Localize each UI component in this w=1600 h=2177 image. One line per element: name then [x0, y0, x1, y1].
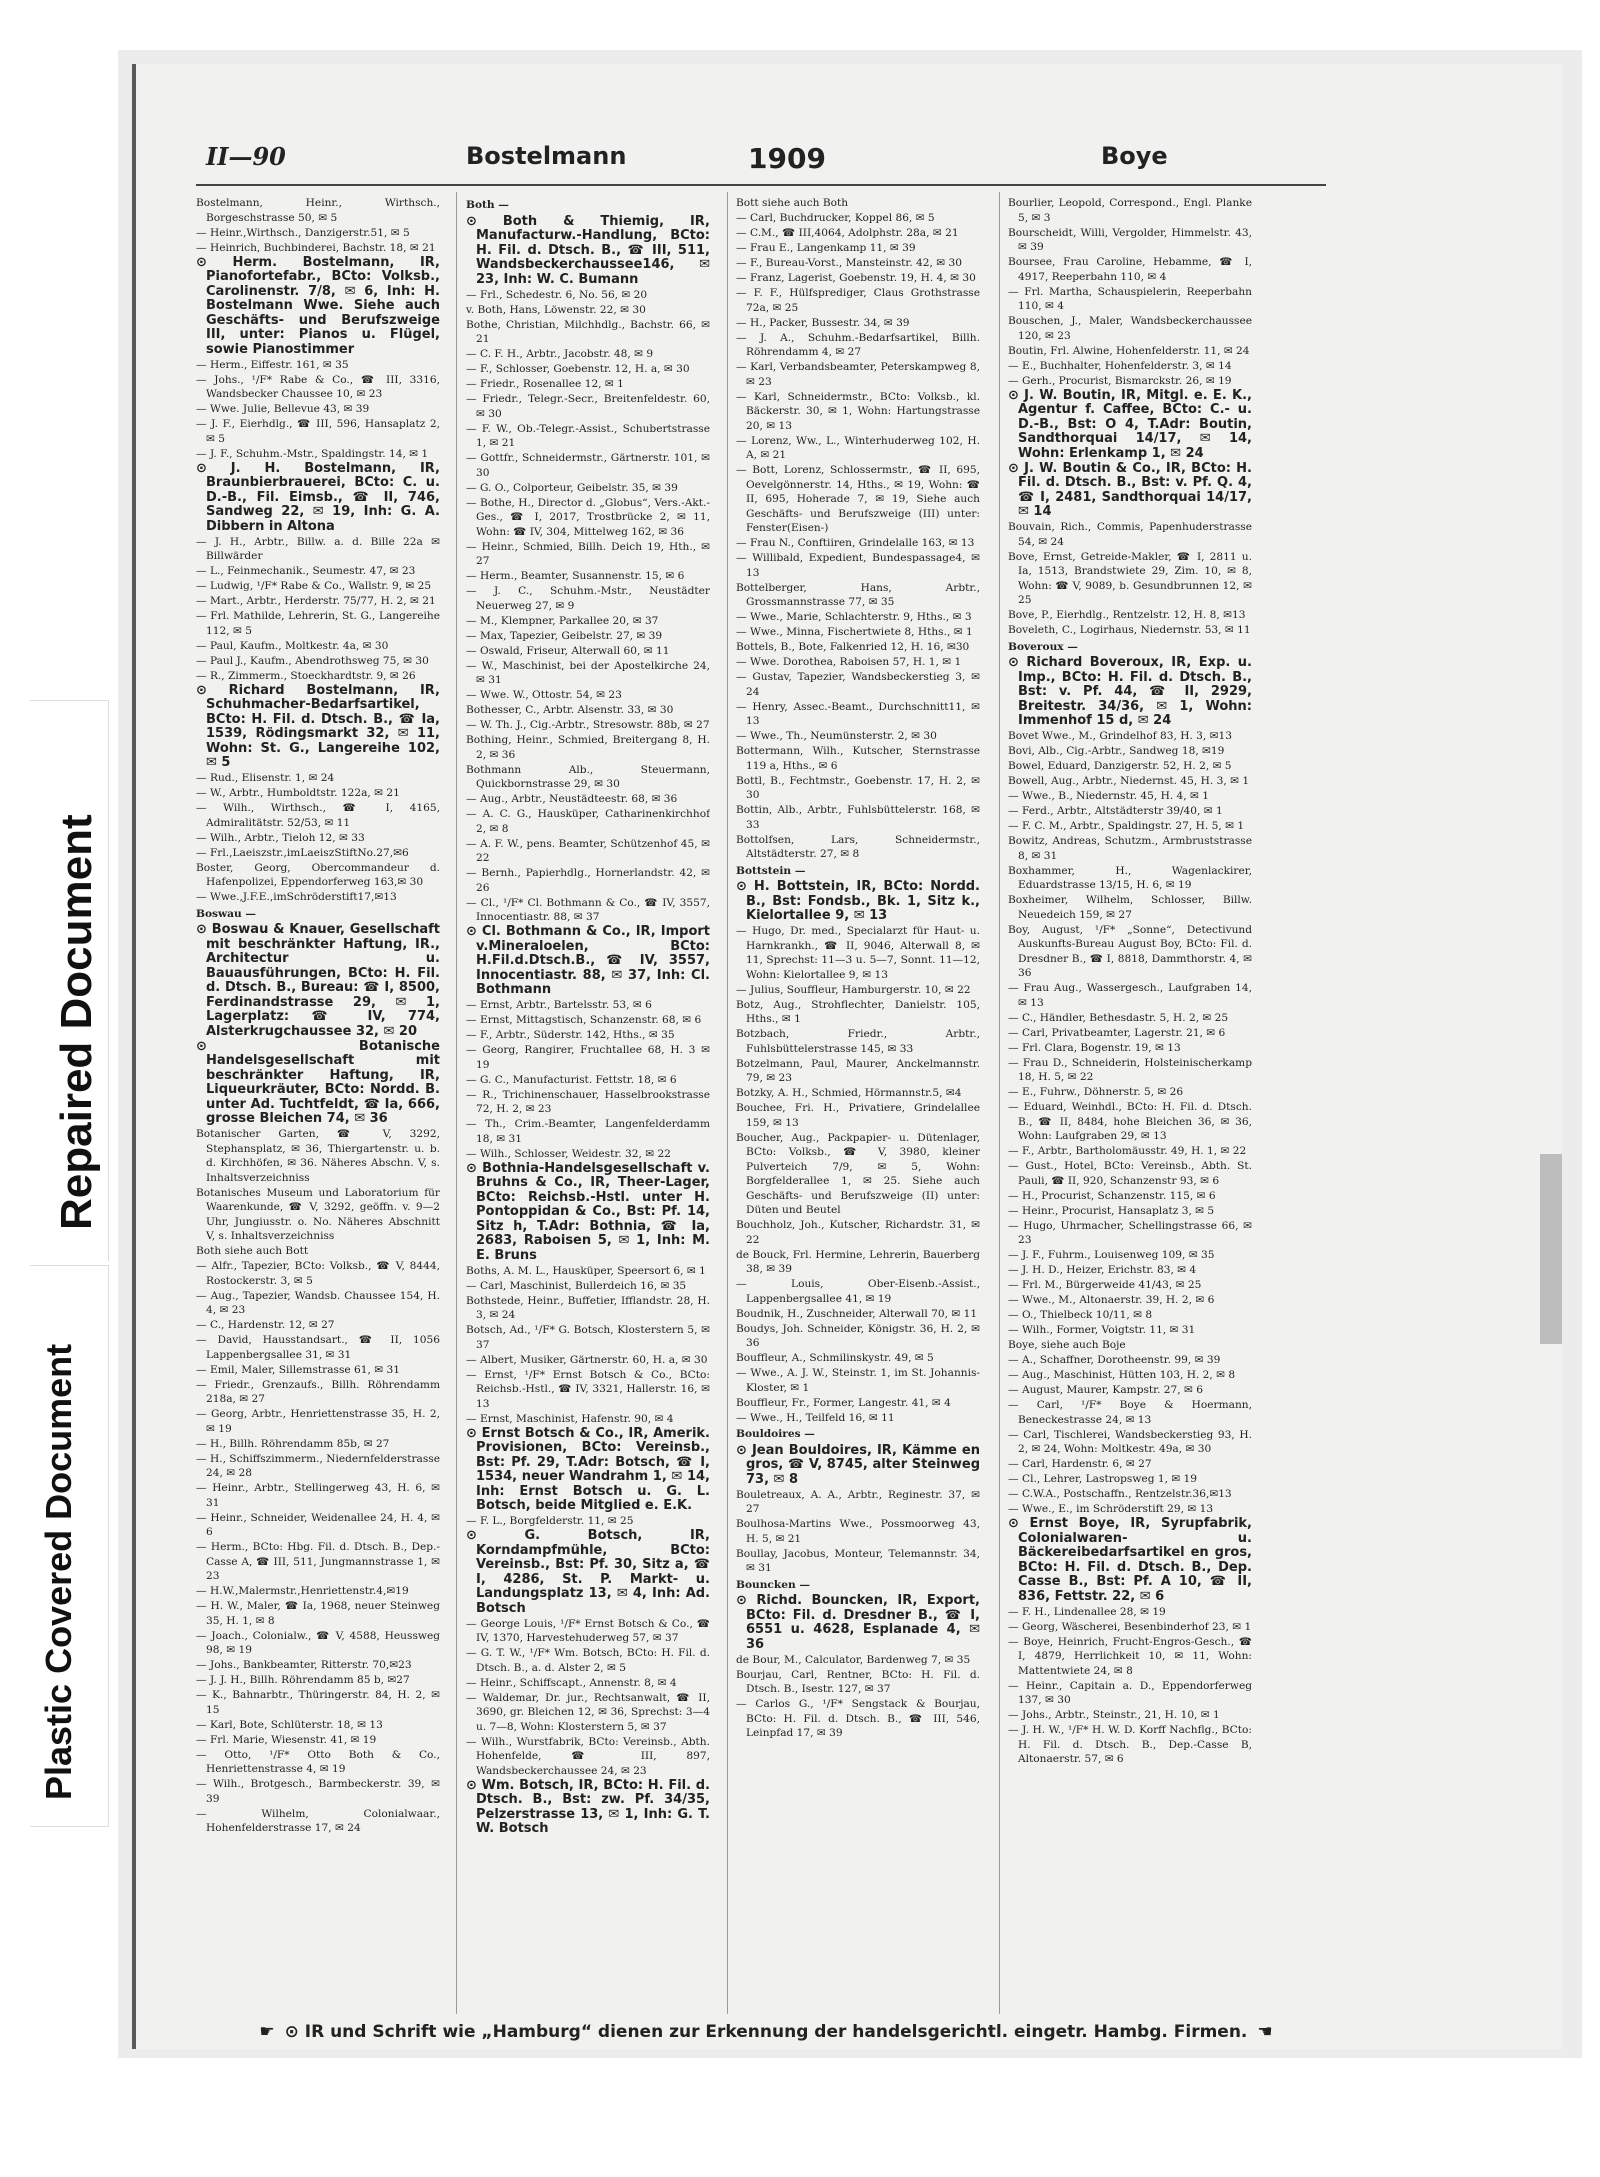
directory-column-4 [1008, 196, 1252, 2014]
directory-entry: — Gottfr., Schneidermstr., Gärtnerstr. 101, ✉ 30 [466, 452, 710, 479]
directory-entry: — J. F., Fuhrm., Louisenweg 109, ✉ 35 [1008, 1249, 1215, 1261]
directory-entry: — Wilhelm, Colonialwaar., Hohenfelderstrasse 17, ✉ 24 [196, 1807, 440, 1834]
directory-entry: — Cl., ¹/F* Cl. Bothmann & Co., ☎ IV, 3557, Innocentiastr. 88, ✉ 37 [466, 896, 710, 923]
directory-entry: — Carlos G., ¹/F* Sengstack & Bourjau, BCto: H. Fil. d. Dtsch. B., ☎ III, 546, Leinpfad 17, ✉ 39 [736, 1698, 980, 1739]
directory-entry: — Oswald, Friseur, Alterwall 60, ✉ 11 [466, 644, 670, 657]
header-last-name: Boye [1101, 142, 1168, 170]
directory-entry: — J. H. D., Heizer, Erichstr. 83, ✉ 4 [1008, 1264, 1197, 1276]
directory-entry: — Frau Aug., Wassergesch., Laufgraben 14, ✉ 13 [1008, 982, 1252, 1009]
directory-entry: — C. F. H., Arbtr., Jacobstr. 48, ✉ 9 [466, 348, 654, 360]
directory-entry: — Ernst, Mittagstisch, Schanzenstr. 68, ✉ 6 [466, 1014, 702, 1026]
directory-entry: — Frl. Mathilde, Lehrerin, St. G., Langereihe 112, ✉ 5 [196, 610, 440, 637]
directory-entry: Botsch, Ad., ¹/F* G. Botsch, Klosterstern 5, ✉ 37 [466, 1324, 710, 1351]
directory-entry: ⊙ Both & Thiemig, IR, Manufacturw.-Handlung, BCto: H. Fil. d. Dtsch. B., ☎ III, 511, Wandsbeckerchaussee146, ✉ 23, Inh: W. C. Bumann [466, 213, 710, 287]
directory-entry: — Ludwig, ¹/F* Rabe & Co., Wallstr. 9, ✉ 25 [196, 580, 432, 592]
column-divider [999, 192, 1000, 2014]
directory-entry: — Heinr.,Wirthsch., Danzigerstr.51, ✉ 5 [196, 226, 410, 239]
directory-entry: — Wwe.,J.F.E.,imSchröderstift17,✉13 [196, 891, 397, 903]
directory-entry: v. Both, Hans, Löwenstr. 22, ✉ 30 [466, 303, 646, 316]
directory-entry: ⊙ H. Bottstein, IR, BCto: Nordd. B., Bst: Fondsb., Bk. 1, Sitz k., Kielortallee 9, ✉ 13 [736, 879, 980, 923]
directory-entry: Botzbach, Friedr., Arbtr., Fuhlsbüttelerstrasse 145, ✉ 33 [736, 1028, 980, 1055]
directory-entry: ⊙ Wm. Botsch, IR, BCto: H. Fil. d. Dtsch. B., Bst: zw. Pf. 34/35, Pelzerstrasse 13, ✉ 1, Inh: G. T. W. Botsch [466, 1777, 710, 1836]
page-header [206, 142, 1306, 182]
directory-column-2 [466, 196, 710, 2014]
directory-entry: Bothstede, Heinr., Buffetier, Ifflandstr. 28, H. 3, ✉ 24 [466, 1294, 710, 1321]
column-divider [456, 192, 457, 2014]
directory-entry: — H.W.,Malermstr.,Henriettenstr.4,✉19 [196, 1585, 409, 1597]
directory-entry: Bove, P., Eierhdlg., Rentzelstr. 12, H. 8, ✉13 [1008, 609, 1246, 621]
directory-entry: — Wwe. Julie, Bellevue 43, ✉ 39 [196, 403, 370, 415]
directory-entry: — C.M., ☎ III,4064, Adolphstr. 28a, ✉ 21 [736, 227, 959, 239]
directory-entry: Bottelberger, Hans, Arbtr., Grossmannstrasse 77, ✉ 35 [736, 581, 980, 608]
directory-entry: Bouffleur, A., Schmilinskystr. 49, ✉ 5 [736, 1352, 934, 1364]
directory-entry: Bowel, Eduard, Danzigerstr. 52, H. 2, ✉ 5 [1008, 760, 1232, 772]
directory-entry: Boy, August, ¹/F* „Sonne“, Detectivund Auskunfts-Bureau August Boy, BCto: Fil. d. Dresdner B., ☎ I, 8818, Dammthorstr. 4, ✉ 36 [1008, 923, 1252, 979]
directory-entry: Bottermann, Wilh., Kutscher, Sternstrasse 119 a, Hths., ✉ 6 [736, 745, 980, 772]
directory-entry: — F., Bureau-Vorst., Mansteinstr. 42, ✉ 30 [736, 257, 962, 269]
directory-entry: — Frau E., Langenkamp 11, ✉ 39 [736, 242, 916, 254]
directory-entry: — C., Hardenstr. 12, ✉ 27 [196, 1319, 335, 1331]
directory-entry: — Heinr., Schiffscapt., Annenstr. 8, ✉ 4 [466, 1676, 677, 1689]
directory-entry: — Wwe., A. J. W., Steinstr. 1, im St. Johannis-Kloster, ✉ 1 [736, 1367, 980, 1394]
directory-entry: — Wilh., Wirthsch., ☎ I, 4165, Admiralitätstr. 52/53, ✉ 11 [196, 802, 440, 829]
directory-entry: — G. O., Colporteur, Geibelstr. 35, ✉ 39 [466, 481, 678, 494]
directory-entry: Botanisches Museum und Laboratorium für Waarenkunde, ☎ V, 3292, geöffn. v. 9—2 Uhr, Jungiusstr. o. No. Näheres Abschnitt V, s. Inhaltsverzeichniss [196, 1186, 440, 1242]
directory-entry: — Bernh., Papierhdlg., Hornerlandstr. 42, ✉ 26 [466, 867, 710, 894]
directory-entry: Boudnik, H., Zuschneider, Alterwall 70, ✉ 11 [736, 1307, 978, 1320]
directory-entry: Boxheimer, Wilhelm, Schlosser, Billw. Neuedeich 159, ✉ 27 [1008, 894, 1252, 921]
directory-entry: — Albert, Musiker, Gärtnerstr. 60, H. a, ✉ 30 [466, 1353, 708, 1366]
directory-entry: — R., Zimmerm., Stoeckhardtstr. 9, ✉ 26 [196, 669, 416, 682]
directory-entry: — Frl.,Laeiszstr.,imLaeiszStiftNo.27,✉6 [196, 846, 409, 859]
directory-entry: Boths, A. M. L., Hausküper, Speersort 6, ✉ 1 [466, 1264, 706, 1277]
header-year: 1909 [748, 142, 826, 175]
directory-entry: — Johs., Bankbeamter, Ritterstr. 70,✉23 [196, 1659, 412, 1671]
directory-entry: — Carl, Buchdrucker, Koppel 86, ✉ 5 [736, 212, 935, 224]
directory-entry: — Friedr., Grenzaufs., Billh. Röhrendamm 218a, ✉ 27 [196, 1378, 440, 1405]
directory-entry: — Wilh., Brotgesch., Barmbeckerstr. 39, ✉ 39 [196, 1778, 440, 1805]
directory-entry: ⊙ Jean Bouldoires, IR, Kämme en gros, ☎ V, 8745, alter Steinweg 73, ✉ 8 [736, 1442, 980, 1487]
directory-entry: — Franz, Lagerist, Goebenstr. 19, H. 4, ✉ 30 [736, 272, 976, 284]
directory-entry: — Rud., Elisenstr. 1, ✉ 24 [196, 772, 335, 784]
directory-entry: Bouffleur, Fr., Former, Langestr. 41, ✉ 4 [736, 1396, 951, 1409]
directory-entry: Boster, Georg, Obercommandeur d. Hafenpolizei, Eppendorferweg 163,✉ 30 [196, 861, 440, 888]
directory-entry: de Bouck, Frl. Hermine, Lehrerin, Bauerberg 38, ✉ 39 [736, 1248, 980, 1275]
page-number: II—90 [206, 142, 286, 171]
directory-entry: — Bothe, H., Director d. „Globus“, Vers.-Akt.-Ges., ☎ I, 2017, Trostbrücke 2, ✉ 11, Wohn: ☎ IV, 304, Mittelweg 162, ✉ 36 [466, 496, 710, 538]
directory-entry: Bouschen, J., Maler, Wandsbeckerchaussee 120, ✉ 23 [1008, 315, 1252, 342]
directory-entry: — Willibald, Expedient, Bundespassage4, ✉ 13 [736, 552, 980, 579]
directory-entry: — W., Maschinist, bei der Apostelkirche 24, ✉ 31 [466, 659, 710, 686]
directory-column-1 [196, 196, 440, 2014]
directory-entry: Bove, Ernst, Getreide-Makler, ☎ I, 2811 u. Ia, 1513, Brandstwiete 29, Zim. 10, ✉ 8, Wohn: ☎ V, 9089, b. Gesundbrunnen 12, ✉ 25 [1008, 550, 1252, 606]
directory-entry: — Alfr., Tapezier, BCto: Volksb., ☎ V, 8444, Rostockerstr. 3, ✉ 5 [196, 1260, 440, 1287]
directory-entry: — August, Maurer, Kampstr. 27, ✉ 6 [1008, 1384, 1204, 1396]
header-first-name: Bostelmann [466, 142, 627, 170]
label-strip [0, 0, 118, 2177]
directory-entry: Bouchee, Fri. H., Privatiere, Grindelallee 159, ✉ 13 [736, 1102, 980, 1129]
directory-entry: — Wwe., Minna, Fischertwiete 8, Hths., ✉ 1 [736, 626, 973, 638]
header-rule [196, 184, 1326, 186]
directory-entry: Bowitz, Andreas, Schutzm., Armbruststrasse 8, ✉ 31 [1008, 835, 1252, 862]
directory-entry: — J. F., Schuhm.-Mstr., Spaldingstr. 14, ✉ 1 [196, 447, 429, 460]
directory-entry: — Georg, Arbtr., Henriettenstrasse 35, H. 2, ✉ 19 [196, 1408, 440, 1435]
directory-entry: — Herm., BCto: Hbg. Fil. d. Dtsch. B., Dep.-Casse A, ☎ III, 511, Jungmannstrasse 1, ✉ 23 [196, 1541, 440, 1582]
directory-column-3 [736, 196, 980, 2014]
directory-entry: — F. F., Hülfsprediger, Claus Grothstrasse 72a, ✉ 25 [736, 287, 980, 314]
directory-entry: Bott siehe auch Both [736, 197, 849, 209]
directory-entry: — Frau N., Conftiiren, Grindelalle 163, ✉ 13 [736, 537, 975, 549]
directory-entry: — Gerh., Procurist, Bismarckstr. 26, ✉ 19 [1008, 374, 1232, 387]
directory-entry: Botanischer Garten, ☎ V, 3292, Stephansplatz, ✉ 36, Thiergartenstr. u. b. d. Kirchhöfen, ✉ 36. Näheres Abschn. V, s. Inhaltsverzeichniss [196, 1128, 440, 1184]
directory-entry: — Eduard, Weinhdl., BCto: H. Fil. d. Dtsch. B., ☎ II, 8484, hohe Bleichen 36, ✉ 36, Wohn: Laufgraben 29, ✉ 13 [1008, 1101, 1252, 1142]
directory-entry: Boudys, Joh. Schneider, Königstr. 36, H. 2, ✉ 36 [736, 1322, 980, 1349]
directory-entry: — H., Billh. Röhrendamm 85b, ✉ 27 [196, 1437, 390, 1450]
directory-entry: — Wilh., Former, Voigtstr. 11, ✉ 31 [1008, 1324, 1196, 1336]
directory-entry: Bouchholz, Joh., Kutscher, Richardstr. 31, ✉ 22 [736, 1219, 980, 1246]
directory-entry: Boye, siehe auch Boje [1008, 1339, 1126, 1351]
directory-entry: ⊙ Botanische Handelsgesellschaft mit beschränkter Haftung, IR, Liqueurkräuter, BCto: Nordd. B. unter Ad. Tuchtfeldt, ☎ Ia, 666, grosse Bleichen 74, ✉ 36 [196, 1038, 440, 1126]
directory-entry: Bouvain, Rich., Commis, Papenhuderstrasse 54, ✉ 24 [1008, 521, 1252, 548]
directory-entry: Boutin, Frl. Alwine, Hohenfelderstr. 11, ✉ 24 [1008, 344, 1250, 357]
directory-entry: — C., Händler, Bethesdastr. 5, H. 2, ✉ 25 [1008, 1011, 1229, 1024]
directory-entry: — Wwe., M., Altonaerstr. 39, H. 2, ✉ 6 [1008, 1294, 1215, 1306]
directory-entry: — Wwe., Th., Neumünsterstr. 2, ✉ 30 [736, 730, 937, 742]
directory-entry: — R., Trichinenschauer, Hasselbrookstrasse 72, H. 2, ✉ 23 [466, 1088, 710, 1115]
directory-entry: — W., Arbtr., Humboldtstr. 122a, ✉ 21 [196, 787, 400, 799]
directory-entry: — Julius, Souffleur, Hamburgerstr. 10, ✉ 22 [736, 983, 971, 996]
directory-entry: Boxhammer, H., Wagenlackirer, Eduardstrasse 13/15, H. 6, ✉ 19 [1008, 864, 1252, 891]
directory-entry: de Bour, M., Calculator, Bardenweg 7, ✉ 35 [736, 1653, 971, 1666]
directory-entry: — E., Fuhrw., Döhnerstr. 5, ✉ 26 [1008, 1086, 1184, 1098]
directory-entry: Bothe, Christian, Milchhdlg., Bachstr. 66, ✉ 21 [466, 318, 710, 345]
directory-entry: — F. H., Lindenallee 28, ✉ 19 [1008, 1605, 1166, 1618]
directory-entry: — G. T. W., ¹/F* Wm. Botsch, BCto: H. Fil. d. Dtsch. B., a. d. Alster 2, ✉ 5 [466, 1647, 710, 1674]
directory-entry: Boursee, Frau Caroline, Hebamme, ☎ I, 4917, Reeperbahn 110, ✉ 4 [1008, 256, 1252, 283]
directory-entry: — Frl. M., Bürgerweide 41/43, ✉ 25 [1008, 1279, 1202, 1291]
directory-entry: Bostelmann, Heinr., Wirthsch., Borgeschstrasse 50, ✉ 5 [196, 197, 440, 224]
directory-entry: — A. C. G., Hausküper, Catharinenkirchhof 2, ✉ 8 [466, 808, 710, 835]
pointing-hand-icon: ☚ [1257, 2022, 1273, 2042]
directory-entry: Bothing, Heinr., Schmied, Breitergang 8, H. 2, ✉ 36 [466, 734, 710, 761]
directory-entry: — E., Buchhalter, Hohenfelderstr. 3, ✉ 14 [1008, 359, 1232, 372]
directory-entry: — Carl, Privatbeamter, Lagerstr. 21, ✉ 6 [1008, 1026, 1226, 1039]
directory-entry: — Carl, ¹/F* Boye & Hoermann, Beneckestrasse 24, ✉ 13 [1008, 1399, 1252, 1426]
directory-entry: Bourscheidt, Willi, Vergolder, Himmelstr. 43, ✉ 39 [1008, 226, 1252, 253]
directory-entry: — A., Schaffner, Dorotheenstr. 99, ✉ 39 [1008, 1354, 1221, 1366]
directory-entry: — Frl. Clara, Bogenstr. 19, ✉ 13 [1008, 1041, 1181, 1054]
directory-entry: — Karl, Verbandsbeamter, Peterskampweg 8, ✉ 23 [736, 361, 980, 388]
directory-entry: Bothesser, C., Arbtr. Alsenstr. 33, ✉ 30 [466, 704, 674, 716]
directory-entry: — Herm., Beamter, Susannenstr. 15, ✉ 6 [466, 570, 685, 582]
directory-entry: — Max, Tapezier, Geibelstr. 27, ✉ 39 [466, 629, 663, 642]
directory-entry: — O., Thielbeck 10/11, ✉ 8 [1008, 1309, 1153, 1321]
directory-entry: ⊙ Herm. Bostelmann, IR, Pianofortefabr., BCto: Volksb., Carolinenstr. 7/8, ✉ 6, Inh: H. Bostelmann Wwe. Siehe auch Geschäfts- und Berufszweige III, unter: Pianos u. Flügel, sowie Pianostimmer [196, 254, 440, 357]
directory-entry: — Georg, Wäscherei, Besenbinderhof 23, ✉ 1 [1008, 1620, 1252, 1633]
directory-entry: — Boye, Heinrich, Frucht-Engros-Gesch., ☎ I, 4879, Herrlichkeit 10, ✉ 11, Wohn: Mattentwiete 24, ✉ 8 [1008, 1635, 1252, 1677]
directory-entry: ⊙ Richard Boveroux, IR, Exp. u. Imp., BCto: H. Fil. d. Dtsch. B., Bst: v. Pf. 44, ☎ II, 2929, Breitestr. 34/36, ✉ 1, Wohn: Immenhof 15 d, ✉ 24 [1008, 655, 1252, 728]
directory-entry: — Henry, Assec.-Beamt., Durchschnitt11, ✉ 13 [736, 700, 980, 727]
directory-entry: Bottolfsen, Lars, Schneidermstr., Altstädterstr. 27, ✉ 8 [736, 833, 980, 860]
directory-entry: — Otto, ¹/F* Otto Both & Co., Henriettenstrasse 4, ✉ 19 [196, 1748, 440, 1775]
directory-entry: — Frau D., Schneiderin, Holsteinischerkamp 18, H. 5, ✉ 22 [1008, 1056, 1252, 1083]
directory-entry: — F. L., Borgfelderstr. 11, ✉ 25 [466, 1515, 634, 1527]
directory-entry: — Aug., Maschinist, Hütten 103, H. 2, ✉ 8 [1008, 1369, 1236, 1381]
directory-entry: Bottels, B., Bote, Falkenried 12, H. 16, ✉30 [736, 641, 970, 653]
directory-entry: — Heinr., Schmied, Billh. Deich 19, Hth., ✉ 27 [466, 540, 710, 567]
column-divider [727, 192, 728, 2014]
directory-entry: — Heinrich, Buchbinderei, Bachstr. 18, ✉ 21 [196, 241, 436, 254]
page-footer [206, 2022, 1326, 2048]
directory-entry: — Wwe. Dorothea, Raboisen 57, H. 1, ✉ 1 [736, 656, 962, 668]
directory-entry: — H., Procurist, Schanzenstr. 115, ✉ 6 [1008, 1189, 1216, 1202]
directory-entry: Bothmann Alb., Steuermann, Quickbornstrasse 29, ✉ 30 [466, 763, 710, 790]
directory-entry: Boullay, Jacobus, Monteur, Telemannstr. 34, ✉ 31 [736, 1547, 980, 1574]
directory-entry: — Paul, Kaufm., Moltkestr. 4a, ✉ 30 [196, 639, 389, 652]
directory-entry: — Heinr., Schneider, Weidenallee 24, H. 4, ✉ 6 [196, 1511, 440, 1538]
directory-entry: — K., Bahnarbtr., Thüringerstr. 84, H. 2, ✉ 15 [196, 1689, 440, 1716]
page-edge-tab [1540, 1154, 1562, 1344]
directory-entry: — David, Hausstandsart., ☎ II, 1056 Lappenbergsallee 31, ✉ 31 [196, 1334, 440, 1361]
directory-entry: — H. W., Maler, ☎ Ia, 1968, neuer Steinweg 35, H. 1, ✉ 8 [196, 1600, 440, 1627]
directory-entry: — Heinr., Arbtr., Stellingerweg 43, H. 6, ✉ 31 [196, 1482, 440, 1509]
directory-entry: — Aug., Arbtr., Neustädteestr. 68, ✉ 36 [466, 793, 678, 805]
directory-entry: — Carl, Tischlerei, Wandsbeckerstieg 93, H. 2, ✉ 24, Wohn: Moltkestr. 49a, ✉ 30 [1008, 1428, 1252, 1455]
directory-entry: — J. H., Arbtr., Billw. a. d. Bille 22a ✉ Billwärder [196, 535, 440, 562]
directory-entry: ⊙ Cl. Bothmann & Co., IR, Import v.Mineraloelen, BCto: H.Fil.d.Dtsch.B., ☎ IV, 3557, Innocentiastr. 88, ✉ 37, Inh: Cl. Bothmann [466, 924, 710, 997]
directory-entry: — Wilh., Arbtr., Tieloh 12, ✉ 33 [196, 831, 365, 844]
directory-entry: — W. Th. J., Cig.-Arbtr., Stresowstr. 88b, ✉ 27 [466, 719, 710, 731]
directory-entry: ⊙ G. Botsch, IR, Korndampfmühle, BCto: Vereinsb., Bst: Pf. 30, Sitz a, ☎ I, 4286, St. P. Markt- u. Landungsplatz 13, ✉ 4, Inh: Ad. Botsch [466, 1528, 710, 1616]
directory-entry: Botz, Aug., Strohflechter, Danielstr. 105, Hths., ✉ 1 [736, 998, 980, 1025]
directory-entry: — M., Klempner, Parkallee 20, ✉ 37 [466, 614, 659, 627]
directory-entry: — Mart., Arbtr., Herderstr. 75/77, H. 2, ✉ 21 [196, 595, 436, 607]
directory-entry: — Karl, Bote, Schlüterstr. 18, ✉ 13 [196, 1718, 383, 1731]
directory-entry: — Joach., Colonialw., ☎ V, 4588, Heussweg 98, ✉ 19 [196, 1629, 440, 1656]
directory-entry: Bourjau, Carl, Rentner, BCto: H. Fil. d. Dtsch. B., Isestr. 127, ✉ 37 [736, 1668, 980, 1695]
directory-entry: — Hugo, Dr. med., Specialarzt für Haut- u. Harnkrankh., ☎ II, 9046, Alterwall 8, ✉ 11, Sprechst: 11—3 u. 5—7, Sonnt. 11—12, Wohn: Kielortallee 9, ✉ 13 [736, 925, 980, 981]
directory-entry: Boveroux — [1008, 640, 1078, 653]
directory-entry: — Louis, Ober-Eisenb.-Assist., Lappenbergsallee 41, ✉ 19 [736, 1278, 980, 1305]
directory-entry: — Bott, Lorenz, Schlossermstr., ☎ II, 695, Oevelgönnerstr. 14, Hths., ✉ 19, Wohn: ☎ II, 695, Hoherade 7, ✉ 19, Siehe auch Geschäfts- und Berufszweige (III) unter: Fenster(Eisen-) [736, 464, 980, 534]
directory-entry: — Carl, Hardenstr. 6, ✉ 27 [1008, 1458, 1152, 1470]
directory-entry: ⊙ Bothnia-Handelsgesellschaft v. Bruhns & Co., IR, Theer-Lager, BCto: Reichsb.-Hstl. unter H. Pontoppidan & Co., Bst: Pf. 14, Sitz h, T.Adr: Bothnia, ☎ Ia, 2683, Raboisen 5, ✉ 1, Inh: M. E. Bruns [466, 1160, 710, 1263]
directory-entry: Boucher, Aug., Packpapier- u. Dütenlager, BCto: Volksb., ☎ V, 3980, kleiner Pulverteich 7/9, ✉ 5, Wohn: Borgfelderallee 1, ✉ 25. Siehe auch Geschäfts- und Berufszweige (II) unter: Düten und Beutel [736, 1131, 980, 1216]
directory-entry: Bottin, Alb., Arbtr., Fuhlsbüttelerstr. 168, ✉ 33 [736, 804, 980, 831]
directory-entry: — Heinr., Procurist, Hansaplatz 3, ✉ 5 [1008, 1204, 1215, 1217]
footer-text: ⊙ IR und Schrift wie „Hamburg“ dienen zur Erkennung der handelsgerichtl. eingetr. Hambg. Firmen. [284, 2022, 1248, 2042]
directory-entry: Bouncken — [736, 1578, 810, 1591]
plastic-covered-label: Plastic Covered Document [38, 1343, 79, 1800]
directory-entry: Botzelmann, Paul, Maurer, Anckelmannstr. 79, ✉ 23 [736, 1057, 980, 1084]
directory-entry: ⊙ J. H. Bostelmann, IR, Braunbierbrauerei, BCto: C. u. D.-B., Fil. Eimsb., ☎ II, 746, Sandweg 22, ✉ 19, Inh: G. A. Dibbern in Altona [196, 460, 440, 534]
directory-entry: — Gustav, Tapezier, Wandsbeckerstieg 3, ✉ 24 [736, 671, 980, 698]
directory-entry: Boswau — [196, 907, 256, 920]
directory-entry: — Johs., ¹/F* Rabe & Co., ☎ III, 3316, Wandsbecker Chaussee 10, ✉ 23 [196, 373, 440, 400]
directory-entry: — Wilh., Schlosser, Weidestr. 32, ✉ 22 [466, 1147, 671, 1160]
directory-entry: ⊙ Boswau & Knauer, Gesellschaft mit beschränkter Haftung, IR., Architectur u. Bauausführungen, BCto: H. Fil. d. Dtsch. B., Bureau: ☎ I, 8500, Ferdinandstrasse 29, ✉ 1, Lagerplatz: ☎ IV, 774, Alsterkrugchaussee 32, ✉ 20 [196, 922, 440, 1039]
directory-entry: — A. F. W., pens. Beamter, Schützenhof 45, ✉ 22 [466, 837, 710, 864]
repaired-document-label: Repaired Document [52, 814, 101, 1230]
directory-entry: Both siehe auch Bott [196, 1245, 309, 1257]
directory-entry: Botzky, A. H., Schmied, Hörmannstr.5, ✉4 [736, 1087, 962, 1099]
directory-entry: — Johs., Arbtr., Steinstr., 21, H. 10, ✉ 1 [1008, 1709, 1220, 1721]
directory-entry: Boulhosa-Martins Wwe., Possmoorweg 43, H. 5, ✉ 21 [736, 1518, 980, 1545]
directory-entry: — Wwe., Marie, Schlachterstr. 9, Hths., ✉ 3 [736, 611, 972, 623]
directory-entry: — Friedr., Rosenallee 12, ✉ 1 [466, 378, 624, 390]
page-leaf [132, 64, 1562, 2049]
directory-entry: — Ernst, ¹/F* Ernst Botsch & Co., BCto: Reichsb.-Hstl., ☎ IV, 3321, Hallerstr. 16, ✉ 13 [466, 1368, 710, 1410]
directory-entry: — G. C., Manufacturist. Fettstr. 18, ✉ 6 [466, 1073, 677, 1086]
directory-entry: Bottl, B., Fechtmstr., Goebenstr. 17, H. 2, ✉ 30 [736, 774, 980, 801]
directory-entry: — Paul J., Kaufm., Abendrothsweg 75, ✉ 30 [196, 654, 429, 667]
pointing-hand-icon: ☛ [259, 2022, 275, 2042]
directory-entry: — C.W.A., Postschaffn., Rentzelstr.36,✉13 [1008, 1488, 1232, 1500]
directory-entry: — F., Schlosser, Goebenstr. 12, H. a, ✉ 30 [466, 363, 690, 375]
directory-entry: — F. W., Ob.-Telegr.-Assist., Schubertstrasse 1, ✉ 21 [466, 422, 710, 449]
directory-entry: — George Louis, ¹/F* Ernst Botsch & Co., ☎ IV, 1370, Harvestehuderweg 57, ✉ 37 [466, 1617, 710, 1644]
directory-entry: Both — [466, 199, 509, 211]
directory-entry: — Wilh., Wurstfabrik, BCto: Vereinsb., Abth. Hohenfelde, ☎ III, 897, Wandsbeckerchaussee 24, ✉ 23 [466, 1735, 710, 1777]
directory-entry: — Frl. Martha, Schauspielerin, Reeperbahn 110, ✉ 4 [1008, 285, 1252, 312]
directory-entry: ⊙ Richard Bostelmann, IR, Schuhmacher-Bedarfsartikel, BCto: H. Fil. d. Dtsch. B., ☎ Ia, 1539, Rödingsmarkt 32, ✉ 11, Wohn: St. G., Langereihe 102, ✉ 5 [196, 682, 440, 770]
directory-entry: — F., Arbtr., Bartholomäusstr. 49, H. 1, ✉ 22 [1008, 1145, 1247, 1157]
directory-entry: — Ernst, Arbtr., Bartelsstr. 53, ✉ 6 [466, 999, 652, 1011]
directory-entry: Bowell, Aug., Arbtr., Niedernst. 45, H. 3, ✉ 1 [1008, 775, 1250, 787]
directory-entry: — Karl, Schneidermstr., BCto: Volksb., kl. Bäckerstr. 30, ✉ 1, Wohn: Hartungstrasse 20, ✉ 13 [736, 390, 980, 432]
directory-entry: ⊙ J. W. Boutin, IR, Mitgl. e. E. K., Agentur f. Caffee, BCto: C.- u. D.-B., Bst: O 4, T.Adr: Boutin, Sandthorquai 14/17, ✉ 14, Wohn: Erlenkamp 1, ✉ 24 [1008, 387, 1252, 461]
directory-entry: — Frl., Schedestr. 6, No. 56, ✉ 20 [466, 288, 648, 301]
scanned-page [118, 50, 1582, 2058]
directory-entry: ⊙ J. W. Boutin & Co., IR, BCto: H. Fil. d. Dtsch. B., Bst: v. Pf. Q. 4, ☎ I, 2481, Sandthorquai 14/17, ✉ 14 [1008, 460, 1252, 519]
directory-entry: ⊙ Ernst Botsch & Co., IR, Amerik. Provisionen, BCto: Vereinsb., Bst: Pf. 29, T.Adr: Botsch, ☎ I, 1534, neuer Wandrahm 1, ✉ 14, Inh: Ernst Botsch u. G. L. Botsch, beide Mitglied e. E.K. [466, 1425, 710, 1513]
directory-entry: — L., Feinmechanik., Seumestr. 47, ✉ 23 [196, 565, 416, 577]
directory-entry: — Georg, Rangirer, Fruchtallee 68, H. 3 ✉ 19 [466, 1044, 710, 1071]
directory-entry: — Wwe., B., Niedernstr. 45, H. 4, ✉ 1 [1008, 790, 1210, 802]
directory-entry: — Gust., Hotel, BCto: Vereinsb., Abth. St. Pauli, ☎ II, 920, Schanzenstr 93, ✉ 6 [1008, 1160, 1252, 1187]
directory-entry: Bottstein — [736, 864, 806, 877]
directory-entry: — Emil, Maler, Sillemstrasse 61, ✉ 31 [196, 1363, 400, 1376]
directory-entry: Boveleth, C., Logirhaus, Niedernstr. 53, ✉ 11 [1008, 624, 1251, 636]
directory-entry: — Cl., Lehrer, Lastropsweg 1, ✉ 19 [1008, 1473, 1198, 1485]
directory-entry: Bovet Wwe., M., Grindelhof 83, H. 3, ✉13 [1008, 730, 1233, 742]
directory-entry: — Frl. Marie, Wiesenstr. 41, ✉ 19 [196, 1733, 377, 1746]
directory-entry: — Wwe., H., Teilfeld 16, ✉ 11 [736, 1411, 895, 1424]
directory-entry: Bouletreaux, A. A., Arbtr., Reginestr. 37, ✉ 27 [736, 1488, 980, 1515]
directory-entry: — Ernst, Maschinist, Hafenstr. 90, ✉ 4 [466, 1412, 674, 1425]
directory-entry: — Wwe., E., im Schröderstift 29, ✉ 13 [1008, 1503, 1214, 1515]
directory-entry: — J. J. H., Billh. Röhrendamm 85 b, ✉27 [196, 1674, 410, 1686]
directory-entry: — J. F., Eierhdlg., ☎ III, 596, Hansaplatz 2, ✉ 5 [196, 418, 440, 445]
directory-entry: — Aug., Tapezier, Wandsb. Chaussee 154, H. 4, ✉ 23 [196, 1289, 440, 1316]
directory-entry: — Friedr., Telegr.-Secr., Breitenfeldestr. 60, ✉ 30 [466, 393, 710, 420]
directory-entry: — Heinr., Capitain a. D., Eppendorferweg 137, ✉ 30 [1008, 1679, 1252, 1706]
directory-entry: — Th., Crim.-Beamter, Langenfelderdamm 18, ✉ 31 [466, 1118, 710, 1145]
directory-entry: — Carl, Maschinist, Bullerdeich 16, ✉ 35 [466, 1279, 687, 1292]
directory-entry: — J. H. W., ¹/F* H. W. D. Korff Nachflg., BCto: H. Fil. d. Dtsch. B., Dep.-Casse B, Altonaerstr. 57, ✉ 6 [1008, 1724, 1252, 1765]
directory-entry: — Ferd., Arbtr., Altstädterstr 39/40, ✉ 1 [1008, 805, 1223, 817]
directory-entry: — Wwe. W., Ottostr. 54, ✉ 23 [466, 689, 622, 701]
directory-entry: — Waldemar, Dr. jur., Rechtsanwalt, ☎ II, 3690, gr. Bleichen 12, ✉ 36, Sprechst: 3—4 u. 7—8, Wohn: Klosterstern 5, ✉ 37 [466, 1691, 710, 1733]
directory-entry: Bovi, Alb., Cig.-Arbtr., Sandweg 18, ✉19 [1008, 745, 1225, 757]
directory-entry: Bouldoires — [736, 1428, 815, 1440]
directory-entry: — F. C. M., Arbtr., Spaldingstr. 27, H. 5, ✉ 1 [1008, 820, 1245, 832]
directory-entry: — J. A., Schuhm.-Bedarfsartikel, Billh. Röhrendamm 4, ✉ 27 [736, 331, 980, 358]
directory-entry: ⊙ Richd. Bouncken, IR, Export, BCto: Fil. d. Dresdner B., ☎ I, 6551 u. 4628, Esplanade 4, ✉ 36 [736, 1593, 980, 1652]
directory-entry: — Herm., Eiffestr. 161, ✉ 35 [196, 358, 349, 371]
directory-entry: ⊙ Ernst Boye, IR, Syrupfabrik, Colonialwaren- u. Bäckereibedarfsartikel en gros, BCto: H. Fil. d. Dtsch. B., Dep. Casse B., Bst: Pf. A 10, ☎ II, 836, Fettstr. 22, ✉ 6 [1008, 1516, 1252, 1604]
directory-entry: — J. C., Schuhm.-Mstr., Neustädter Neuerweg 27, ✉ 9 [466, 585, 710, 612]
directory-entry: Bourlier, Leopold, Correspond., Engl. Planke 5, ✉ 3 [1008, 197, 1252, 224]
directory-entry: — Hugo, Uhrmacher, Schellingstrasse 66, ✉ 23 [1008, 1219, 1252, 1246]
directory-entry: — Lorenz, Ww., L., Winterhuderweg 102, H. A, ✉ 21 [736, 434, 980, 461]
directory-entry: — H., Packer, Bussestr. 34, ✉ 39 [736, 316, 910, 329]
directory-entry: — H., Schiffszimmerm., Niedernfelderstrasse 24, ✉ 28 [196, 1452, 440, 1479]
directory-entry: — F., Arbtr., Süderstr. 142, Hths., ✉ 35 [466, 1029, 675, 1041]
